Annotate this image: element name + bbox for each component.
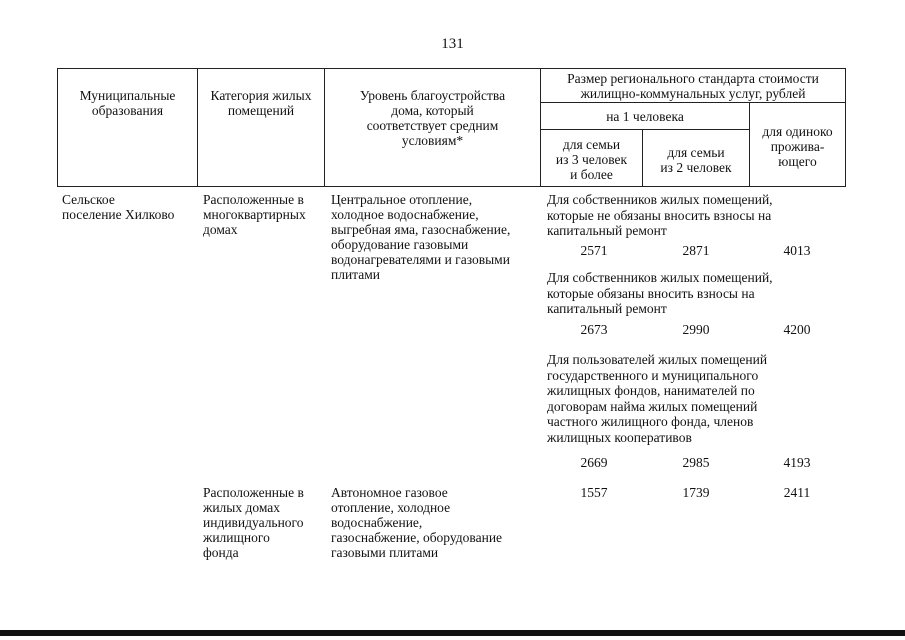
- header-category-line: Категория жилых: [210, 88, 312, 103]
- row1-group2-value-family3: 2673: [580, 322, 608, 337]
- header-left-border: [57, 68, 58, 187]
- row1-category: [203, 192, 325, 237]
- header-family-2: [643, 145, 749, 175]
- row1-group3-value-family2: 2985: [682, 455, 710, 470]
- municipality-line: Сельское: [62, 192, 115, 207]
- row1-category-line: многоквартирных: [203, 207, 306, 222]
- row1-level-line: холодное водоснабжение,: [331, 207, 479, 222]
- municipality-line: поселение Хилково: [62, 207, 175, 222]
- municipality-name: [62, 192, 197, 222]
- row2-value-family3: 1557: [580, 485, 608, 500]
- row1-group3-label-line: Для пользователей жилых помещений: [547, 352, 768, 367]
- row1-level: [331, 192, 541, 282]
- header-family-3-line: и более: [570, 167, 613, 182]
- row2-category-line: Расположенные в: [203, 485, 304, 500]
- row2-value-single: 2411: [783, 485, 811, 500]
- header-single-line: ющего: [778, 154, 817, 169]
- header-single-line: прожива-: [770, 139, 825, 154]
- header-subrow-border-2: [540, 129, 749, 130]
- header-family-2-line: из 2 человек: [660, 160, 732, 175]
- row1-group1-label-line: Для собственников жилых помещений,: [547, 192, 773, 207]
- header-top-border: [57, 68, 845, 69]
- row1-group3-label-line: договорам найма жилых помещений: [547, 398, 758, 414]
- row2-category-line: фонда: [203, 545, 239, 560]
- row2-category: [203, 485, 325, 560]
- row1-group2-label-line: которые обязаны вносить взносы на: [547, 285, 755, 301]
- header-level-line: соответствует средним: [366, 118, 499, 133]
- page-bottom-edge: [0, 630, 905, 636]
- header-municipality: [58, 88, 197, 118]
- row1-group2-label-line: Для собственников жилых помещений,: [547, 270, 773, 285]
- header-level-line: Уровень благоустройства: [359, 88, 506, 103]
- row1-level-line: плитами: [331, 267, 381, 282]
- header-level-line: условиям*: [401, 133, 464, 148]
- row1-group3-label-line: частного жилищного фонда, членов: [547, 414, 754, 429]
- row2-category-line: жилищного: [203, 530, 270, 545]
- header-category: [198, 88, 324, 118]
- row1-level-line: водонагревателями и газовыми: [331, 252, 510, 267]
- row1-group1-value-family3: 2571: [580, 243, 608, 258]
- header-bottom-border: [57, 186, 845, 187]
- header-level: [325, 88, 540, 148]
- row1-group2-label-line: капитальный ремонт: [547, 301, 667, 316]
- row2-level-line: газовыми плитами: [331, 545, 439, 560]
- header-standard-size-line: Размер регионального стандарта стоимости: [567, 71, 819, 86]
- header-right-border: [845, 68, 846, 187]
- row1-group3-label-line: жилищных кооперативов: [547, 429, 692, 445]
- header-subrow-border-1: [540, 102, 845, 103]
- row2-level-line: водоснабжение,: [331, 515, 423, 530]
- row1-group2-value-single: 4200: [783, 322, 811, 337]
- row1-group2-label: [547, 270, 837, 317]
- row1-category-line: домах: [203, 222, 238, 237]
- header-single: [750, 124, 845, 169]
- header-family-3-line: для семьи: [562, 137, 621, 152]
- header-col-divider-1: [197, 68, 198, 187]
- row1-group3-value-family3: 2669: [580, 455, 608, 470]
- header-standard-size-line: жилищно-коммунальных услуг, рублей: [580, 86, 806, 101]
- header-family-3-line: из 3 человек: [555, 152, 628, 167]
- row1-group3-label-line: жилищных фондов, нанимателей по: [547, 383, 755, 398]
- header-family-2-line: для семьи: [667, 145, 725, 160]
- header-family-3: [541, 137, 642, 182]
- row1-group1-label-line: капитальный ремонт: [547, 223, 667, 238]
- header-standard-size: [541, 71, 845, 101]
- row2-level-line: отопление, холодное: [331, 500, 451, 515]
- row2-category-line: индивидуального: [203, 515, 304, 530]
- row1-level-line: оборудование газовыми: [331, 237, 469, 252]
- header-category-line: помещений: [227, 103, 295, 118]
- row2-level: [331, 485, 541, 560]
- row1-group3-value-single: 4193: [783, 455, 811, 470]
- header-single-line: для одиноко: [762, 124, 833, 139]
- row1-level-line: выгребная яма, газоснабжение,: [331, 222, 511, 237]
- header-municipality-line: образования: [91, 103, 164, 118]
- row1-group3-label: [547, 352, 837, 445]
- row2-level-line: Автономное газовое: [331, 485, 448, 500]
- row1-group1-value-single: 4013: [783, 243, 811, 258]
- row2-category-line: жилых домах: [203, 500, 281, 515]
- header-municipality-line: Муниципальные: [79, 88, 176, 103]
- row2-value-family2: 1739: [682, 485, 710, 500]
- row1-category-line: Расположенные в: [203, 192, 304, 207]
- row1-level-line: Центральное отопление,: [331, 192, 473, 207]
- row2-level-line: газоснабжение, оборудование: [331, 530, 503, 545]
- row1-group1-label: [547, 192, 837, 239]
- header-level-line: дома, который: [391, 103, 474, 118]
- row1-group1-value-family2: 2871: [682, 243, 710, 258]
- row1-group1-label-line: которые не обязаны вносить взносы на: [547, 207, 772, 223]
- row1-group3-label-line: государственного и муниципального: [547, 367, 759, 383]
- page-number: 131: [441, 36, 464, 52]
- row1-group2-value-family2: 2990: [682, 322, 710, 337]
- header-per-person: на 1 человека: [606, 109, 684, 124]
